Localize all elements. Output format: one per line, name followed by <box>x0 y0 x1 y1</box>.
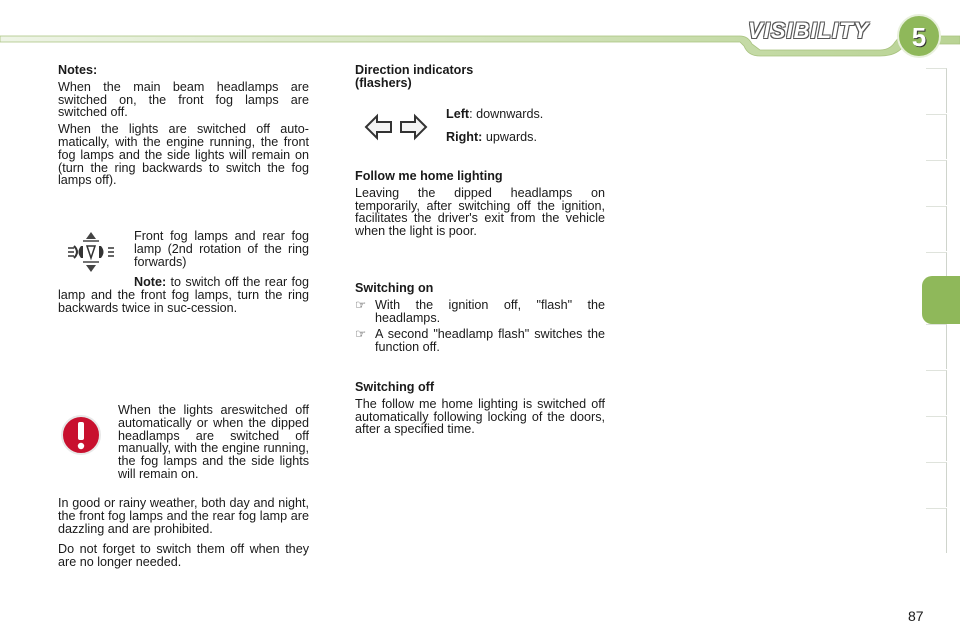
pointing-hand-icon: ☞ <box>355 297 367 312</box>
right-indicator-text <box>446 131 606 144</box>
fog-note-paragraph <box>58 276 309 314</box>
chapter-tab[interactable] <box>926 206 947 251</box>
chapter-title: VISIBILITY <box>748 18 870 43</box>
switching-off-heading: Switching off <box>355 380 435 394</box>
list-item-text: A second "headlamp flash" switches the function off. <box>375 327 605 355</box>
switching-off-text: The follow me home lighting is switched off automatically following locking of the doors, after a specified time. <box>355 396 605 437</box>
indicators-heading: Direction indicators <box>355 63 474 77</box>
chapter-tab[interactable] <box>926 508 947 553</box>
notes-paragraph: When the main beam headlamps are switched on, the front fog lamps are switched off. <box>58 79 309 120</box>
list-item <box>355 328 605 354</box>
note-text: to switch off the rear fog lamp and the front fog lamps, turn the ring backwards twice in suc-cession. <box>58 275 309 315</box>
chapter-tab[interactable] <box>926 114 947 159</box>
notes-paragraph: When the lights are switched off auto-matically, with the engine running, the front fog lamps and the side lights will remain on (turn the ring backwards to switch the fog lamps off). <box>58 122 309 188</box>
weather-text: In good or rainy weather, both day and night, the front fog lamps and the rear fog lamp are dazzling and are prohibited. <box>58 496 309 536</box>
chapter-number-badge: 5 <box>897 14 941 58</box>
active-chapter-tab[interactable] <box>922 276 960 324</box>
chapter-tab[interactable] <box>926 416 947 461</box>
warning-text: When the lights areswitched off automatically or when the dipped headlamps are switched off manually, with the engine running, the fog lamps and the side lights will remain on. <box>118 403 309 481</box>
follow-me-home-heading: Follow me home lighting <box>355 169 503 183</box>
list-item <box>355 299 605 325</box>
chapter-tab[interactable] <box>926 160 947 205</box>
left-label: Left <box>446 107 470 121</box>
left-direction: : downwards. <box>469 107 544 121</box>
pointing-hand-icon: ☞ <box>355 327 367 342</box>
switching-on-heading: Switching on <box>355 281 434 295</box>
direction-arrows-icon <box>364 113 428 141</box>
right-label: Right: <box>446 129 483 144</box>
note-label: Note: <box>134 275 167 289</box>
list-item-text: With the ignition off, "flash" the headlamps. <box>375 297 605 325</box>
chapter-tab[interactable] <box>926 324 947 369</box>
right-direction: upwards. <box>482 129 537 144</box>
follow-me-home-text: Leaving the dipped headlamps on temporarily, after switching off the ignition, facilitates the driver's exit from the vehicle when the light is poor. <box>355 185 605 239</box>
notes-heading: Notes: <box>58 63 98 77</box>
fog-lamp-icon <box>66 230 116 274</box>
fog-lamps-text: Front fog lamps and rear fog lamp (2nd rotation of the ring forwards) <box>134 229 309 269</box>
page-number: 87 <box>908 608 924 624</box>
indicators-heading: (flashers) <box>355 75 412 90</box>
chapter-tab[interactable] <box>926 370 947 415</box>
chapter-tab[interactable] <box>926 462 947 507</box>
left-indicator-text <box>446 108 606 121</box>
reminder-text: Do not forget to switch them off when they are no longer needed. <box>58 542 309 570</box>
chapter-tab[interactable] <box>926 68 947 113</box>
